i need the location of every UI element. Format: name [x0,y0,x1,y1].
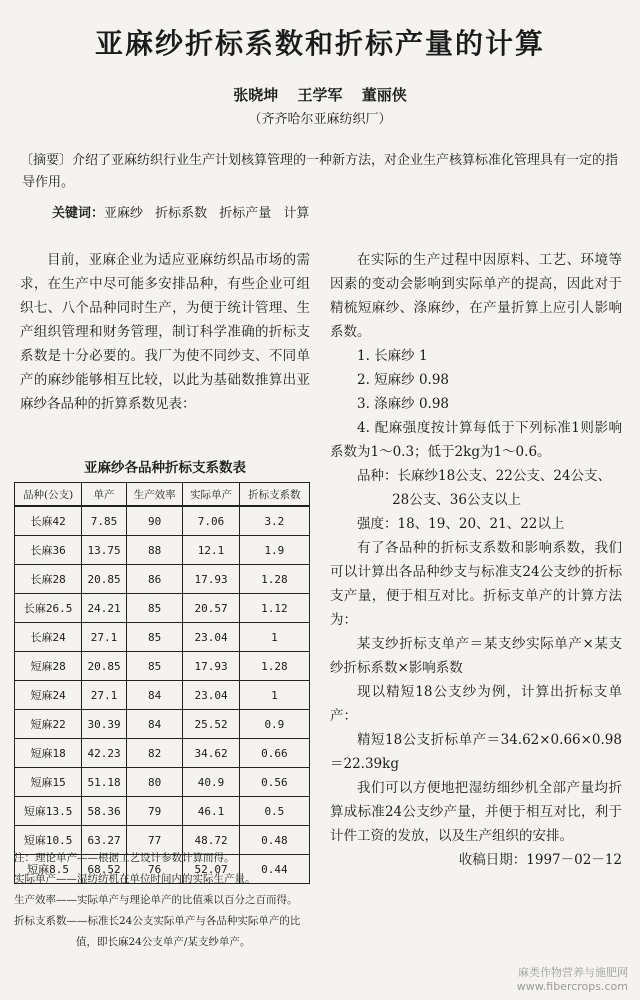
paper-title: 亚麻纱折标系数和折标产量的计算 [94,27,545,60]
table-cell: 13.75 [82,536,127,565]
table-header-cell: 生产效率 [126,483,182,507]
table-cell: 短麻24 [15,681,82,710]
right-column [330,248,622,872]
table-cell: 25.52 [183,710,239,739]
affiliation: （齐齐哈尔亚麻纺织厂） [248,112,392,127]
table-cell: 1.12 [239,594,309,623]
table-cell: 23.04 [183,681,239,710]
list-item: 3. 涤麻纱 0.98 [357,396,450,412]
table-header-cell: 折标支系数 [239,483,309,507]
table-cell: 7.06 [183,506,239,536]
table-cell: 17.93 [183,652,239,681]
table-title: 亚麻纱各品种折标支系数表 [84,460,246,476]
table-cell: 短麻15 [15,768,82,797]
paragraph: 品种：长麻纱18公支、22公支、24公支、 [357,468,612,484]
author-list: 张晓坤 王学军 董丽侠 [233,86,407,104]
watermark [517,966,628,994]
table-cell: 短麻13.5 [15,797,82,826]
coefficient-table [14,482,310,884]
table-cell: 1.28 [239,565,309,594]
table-row [15,506,310,536]
table-cell: 77 [126,826,182,855]
table-cell: 80 [126,768,182,797]
table-cell: 3.2 [239,506,309,536]
table-cell: 84 [126,681,182,710]
table-cell: 1 [239,681,309,710]
table-cell: 长麻26.5 [15,594,82,623]
table-cell: 85 [126,623,182,652]
table-cell: 85 [126,594,182,623]
list-item: 2. 短麻纱 0.98 [357,372,450,388]
table-cell: 7.85 [82,506,127,536]
list-item: 1. 长麻纱 1 [357,348,428,364]
table-cell: 27.1 [82,681,127,710]
table-cell: 0.48 [239,826,309,855]
table-cell: 1.28 [239,652,309,681]
table-cell: 79 [126,797,182,826]
paragraph: 28公支、36公支以上 [392,492,521,508]
table-cell: 短麻10.5 [15,826,82,855]
table-notes [14,848,314,953]
table-header-cell: 实际单产 [183,483,239,507]
table-cell: 52.07 [183,855,239,884]
watermark-line: 麻类作物营养与施肥网 [518,966,628,979]
table-cell: 长麻36 [15,536,82,565]
table-cell: 长麻24 [15,623,82,652]
table-cell: 23.04 [183,623,239,652]
table-body [15,506,310,884]
watermark-line: www.fibercrops.com [516,980,628,993]
table-cell: 30.39 [82,710,127,739]
formula: 某支纱折标支单产＝某支纱实际单产×某支纱折标系数×影响系数 [330,636,622,676]
table-row [15,768,310,797]
paragraph: 强度：18、19、20、21、22以上 [357,516,565,532]
table-row [15,739,310,768]
table-cell: 58.36 [82,797,127,826]
table-row [15,681,310,710]
table-row [15,594,310,623]
keywords-label: 关键词： [52,206,105,221]
table-cell: 82 [126,739,182,768]
table-cell: 1 [239,623,309,652]
paragraph: 我们可以方便地把湿纺细纱机全部产量均折算成标准24公支纱产量，并便于相互对比，利于计件工资的发放，以及生产组织的安排。 [330,780,622,844]
table-cell: 20.85 [82,565,127,594]
table-cell: 42.23 [82,739,127,768]
note-item: 注：理论单产——根据工艺设计参数计算而得。 [14,852,235,864]
received-date: 收稿日期：1997－02－12 [458,852,622,868]
note-item: 生产效率——实际单产与理论单产的比值乘以百分之百而得。 [14,894,298,906]
table-cell: 27.1 [82,623,127,652]
table-row [15,536,310,565]
table-cell: 长麻42 [15,506,82,536]
table-cell: 63.27 [82,826,127,855]
abstract: 〔摘要〕介绍了亚麻纺织行业生产计划核算管理的一种新方法，对企业生产核算标准化管理具有一定的指导作用。 [20,153,619,190]
table-cell: 20.85 [82,652,127,681]
table-header-row [15,483,310,507]
formula: 精短18公支折标单产＝34.62×0.66×0.98＝22.39kg [330,732,622,772]
note-item: 实际单产——湿纺纺机在单位时间内的实际生产量。 [14,873,256,885]
table-cell: 17.93 [183,565,239,594]
table-cell: 短麻22 [15,710,82,739]
table-row [15,623,310,652]
note-item: 折标支系数——标准长24公支实际单产与各品种实际单产的比值，即长麻24公支单产/某支纱单产。 [14,915,301,948]
paragraph: 在实际的生产过程中因原料、工艺、环境等因素的变动会影响到实际单产的提高，因此对于精梳短麻纱、涤麻纱，在产量折算上应引人影响系数。 [330,252,622,340]
table-header-cell: 品种(公支) [15,483,82,507]
table-cell: 短麻8.5 [15,855,82,884]
table-row [15,710,310,739]
table-cell: 短麻18 [15,739,82,768]
table-cell: 24.21 [82,594,127,623]
table-cell: 34.62 [183,739,239,768]
table-cell: 86 [126,565,182,594]
paragraph: 4. 配麻强度按计算每低于下列标准1则影响系数为1～0.3；低于2kg为1～0.6。 [330,420,622,460]
table-cell: 51.18 [82,768,127,797]
table-cell: 0.9 [239,710,309,739]
table-row [15,652,310,681]
table-cell: 85 [126,652,182,681]
keywords [52,202,612,221]
table-cell: 88 [126,536,182,565]
table-cell: 48.72 [183,826,239,855]
table-row [15,797,310,826]
table-row [15,565,310,594]
table-cell: 0.5 [239,797,309,826]
table-cell: 12.1 [183,536,239,565]
table-cell: 46.1 [183,797,239,826]
keywords-text: 亚麻纱 折标系数 折标产量 计算 [104,206,310,221]
table-cell: 0.66 [239,739,309,768]
table-cell: 0.44 [239,855,309,884]
paragraph: 有了各品种的折标支系数和影响系数，我们可以计算出各品种纱支与标准支24公支纱的折标支产量，便于相互对比。折标支单产的计算方法为： [330,540,622,628]
table-cell: 76 [126,855,182,884]
table-header-cell: 单产 [82,483,127,507]
left-column [20,248,310,416]
table-cell: 短麻28 [15,652,82,681]
intro-paragraph: 目前，亚麻企业为适应亚麻纺织品市场的需求，在生产中尽可能多安排品种，有些企业可组织七、八个品种同时生产，为便于统计管理、生产组织管理和财务管理，制订科学准确的折标支系数是十分必要的。我厂为使不同纱支、不同单产的麻纱能够相互比较，以此为基础数推算出亚麻纱各品种的折算系数见表： [20,252,310,412]
table-cell: 0.56 [239,768,309,797]
table-cell: 40.9 [183,768,239,797]
table-cell: 90 [126,506,182,536]
table-cell: 84 [126,710,182,739]
paragraph: 现以精短18公支纱为例，计算出折标支单产： [330,684,622,724]
table-cell: 长麻28 [15,565,82,594]
table-cell: 20.57 [183,594,239,623]
table-cell: 68.52 [82,855,127,884]
table-cell: 1.9 [239,536,309,565]
